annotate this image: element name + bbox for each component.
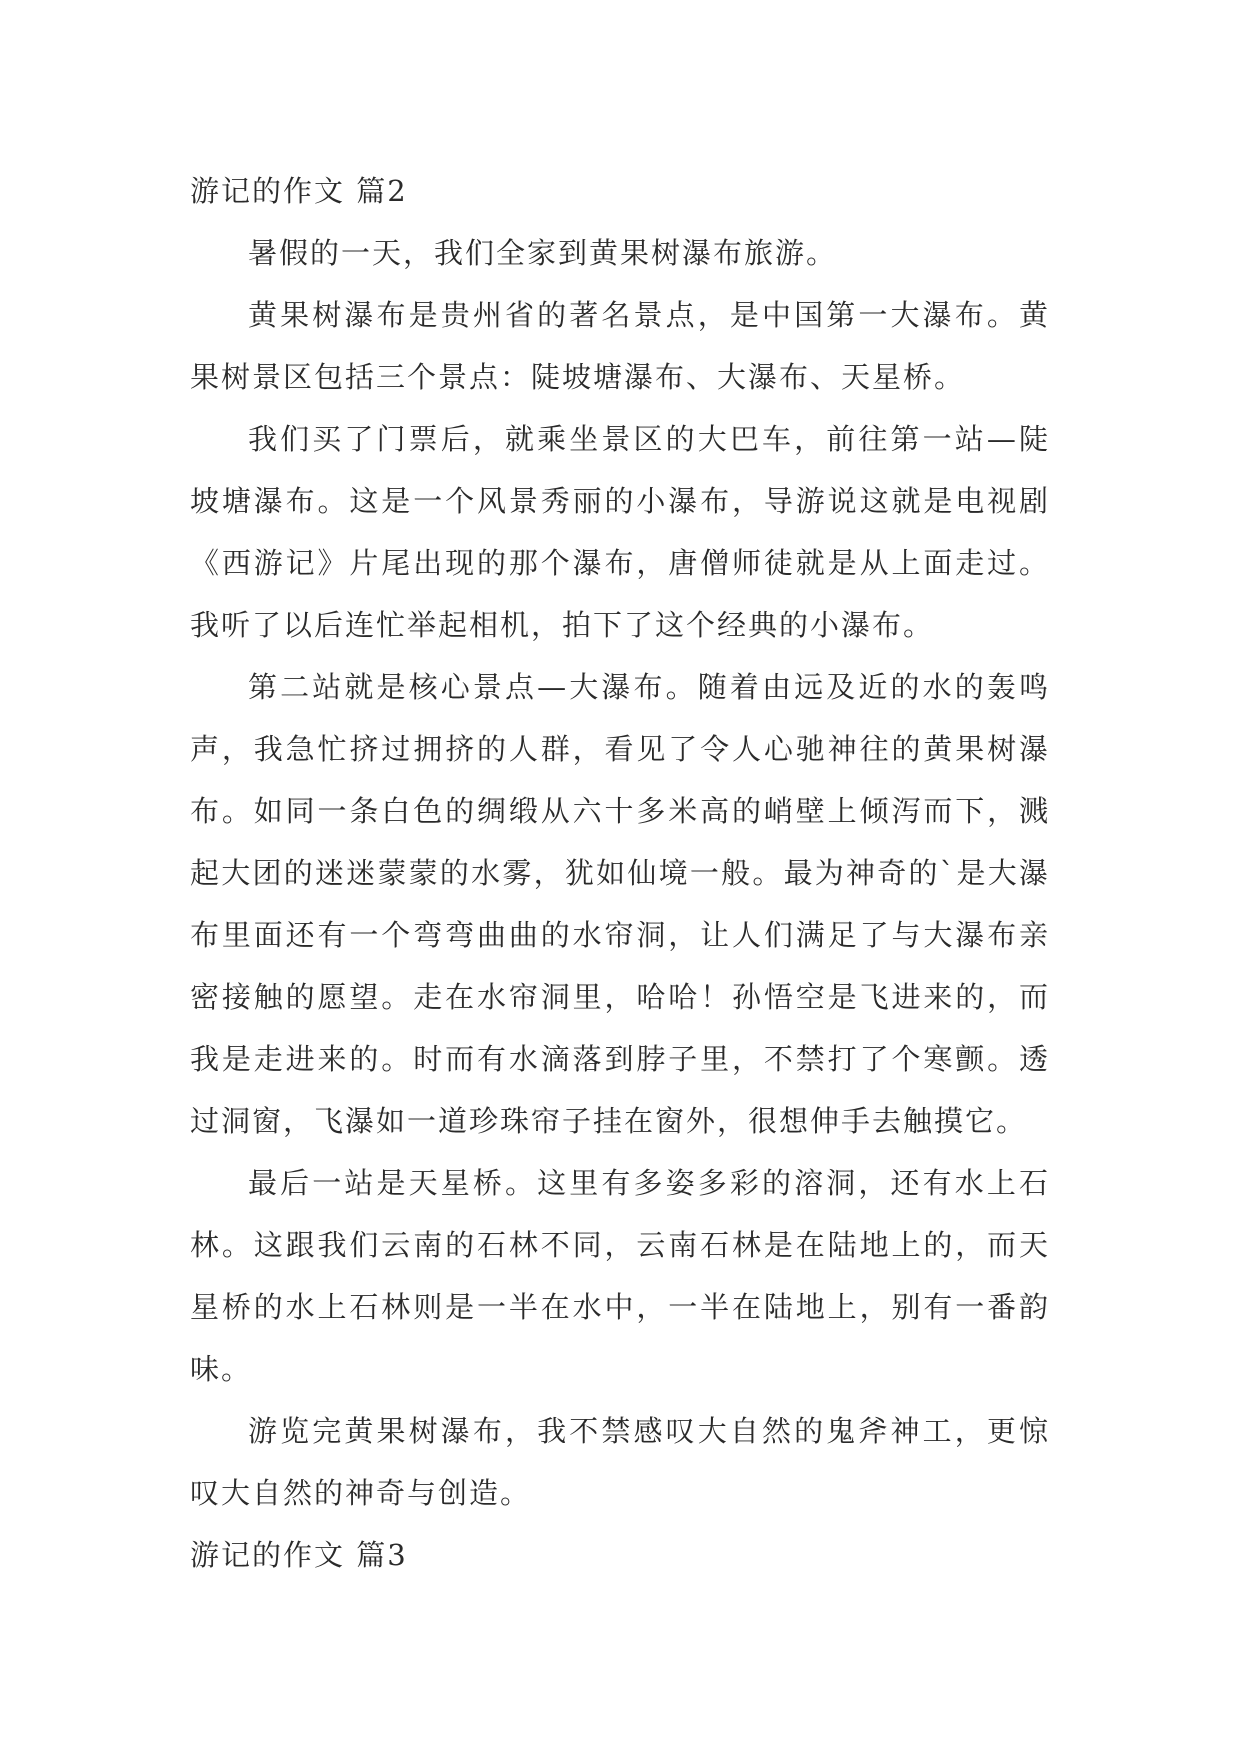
paragraph: 游览完黄果树瀑布，我不禁感叹大自然的鬼斧神工，更惊叹大自然的神奇与创造。	[190, 1414, 1050, 1510]
section-heading: 游记的作文 篇2	[190, 174, 408, 208]
paragraph: 第二站就是核心景点—大瀑布。随着由远及近的水的轰鸣声，我急忙挤过拥挤的人群，看见了令人心驰神往的黄果树瀑布。如同一条白色的绸缎从六十多米高的峭壁上倾泻而下，溅起大团的迷迷蒙蒙的水雾，犹如仙境一般。最为神奇的`是大瀑布里面还有一个弯弯曲曲的水帘洞，让人们满足了与大瀑布亲密接触的愿望。走在水帘洞里，哈哈！孙悟空是飞进来的，而我是走进来的。时而有水滴落到脖子里，不禁打了个寒颤。透过洞窗，飞瀑如一道珍珠帘子挂在窗外，很想伸手去触摸它。	[190, 670, 1050, 1138]
paragraph: 最后一站是天星桥。这里有多姿多彩的溶洞，还有水上石林。这跟我们云南的石林不同，云南石林是在陆地上的，而天星桥的水上石林则是一半在水中，一半在陆地上，别有一番韵味。	[190, 1166, 1050, 1386]
paragraph: 黄果树瀑布是贵州省的著名景点，是中国第一大瀑布。黄果树景区包括三个景点：陡坡塘瀑布、大瀑布、天星桥。	[190, 298, 1050, 394]
document-body	[190, 160, 1050, 1586]
paragraph: 我们买了门票后，就乘坐景区的大巴车，前往第一站—陡坡塘瀑布。这是一个风景秀丽的小瀑布，导游说这就是电视剧《西游记》片尾出现的那个瀑布，唐僧师徒就是从上面走过。我听了以后连忙举起相机，拍下了这个经典的小瀑布。	[190, 422, 1050, 642]
section-heading: 游记的作文 篇3	[190, 1538, 408, 1572]
paragraph: 暑假的一天，我们全家到黄果树瀑布旅游。	[248, 236, 838, 270]
